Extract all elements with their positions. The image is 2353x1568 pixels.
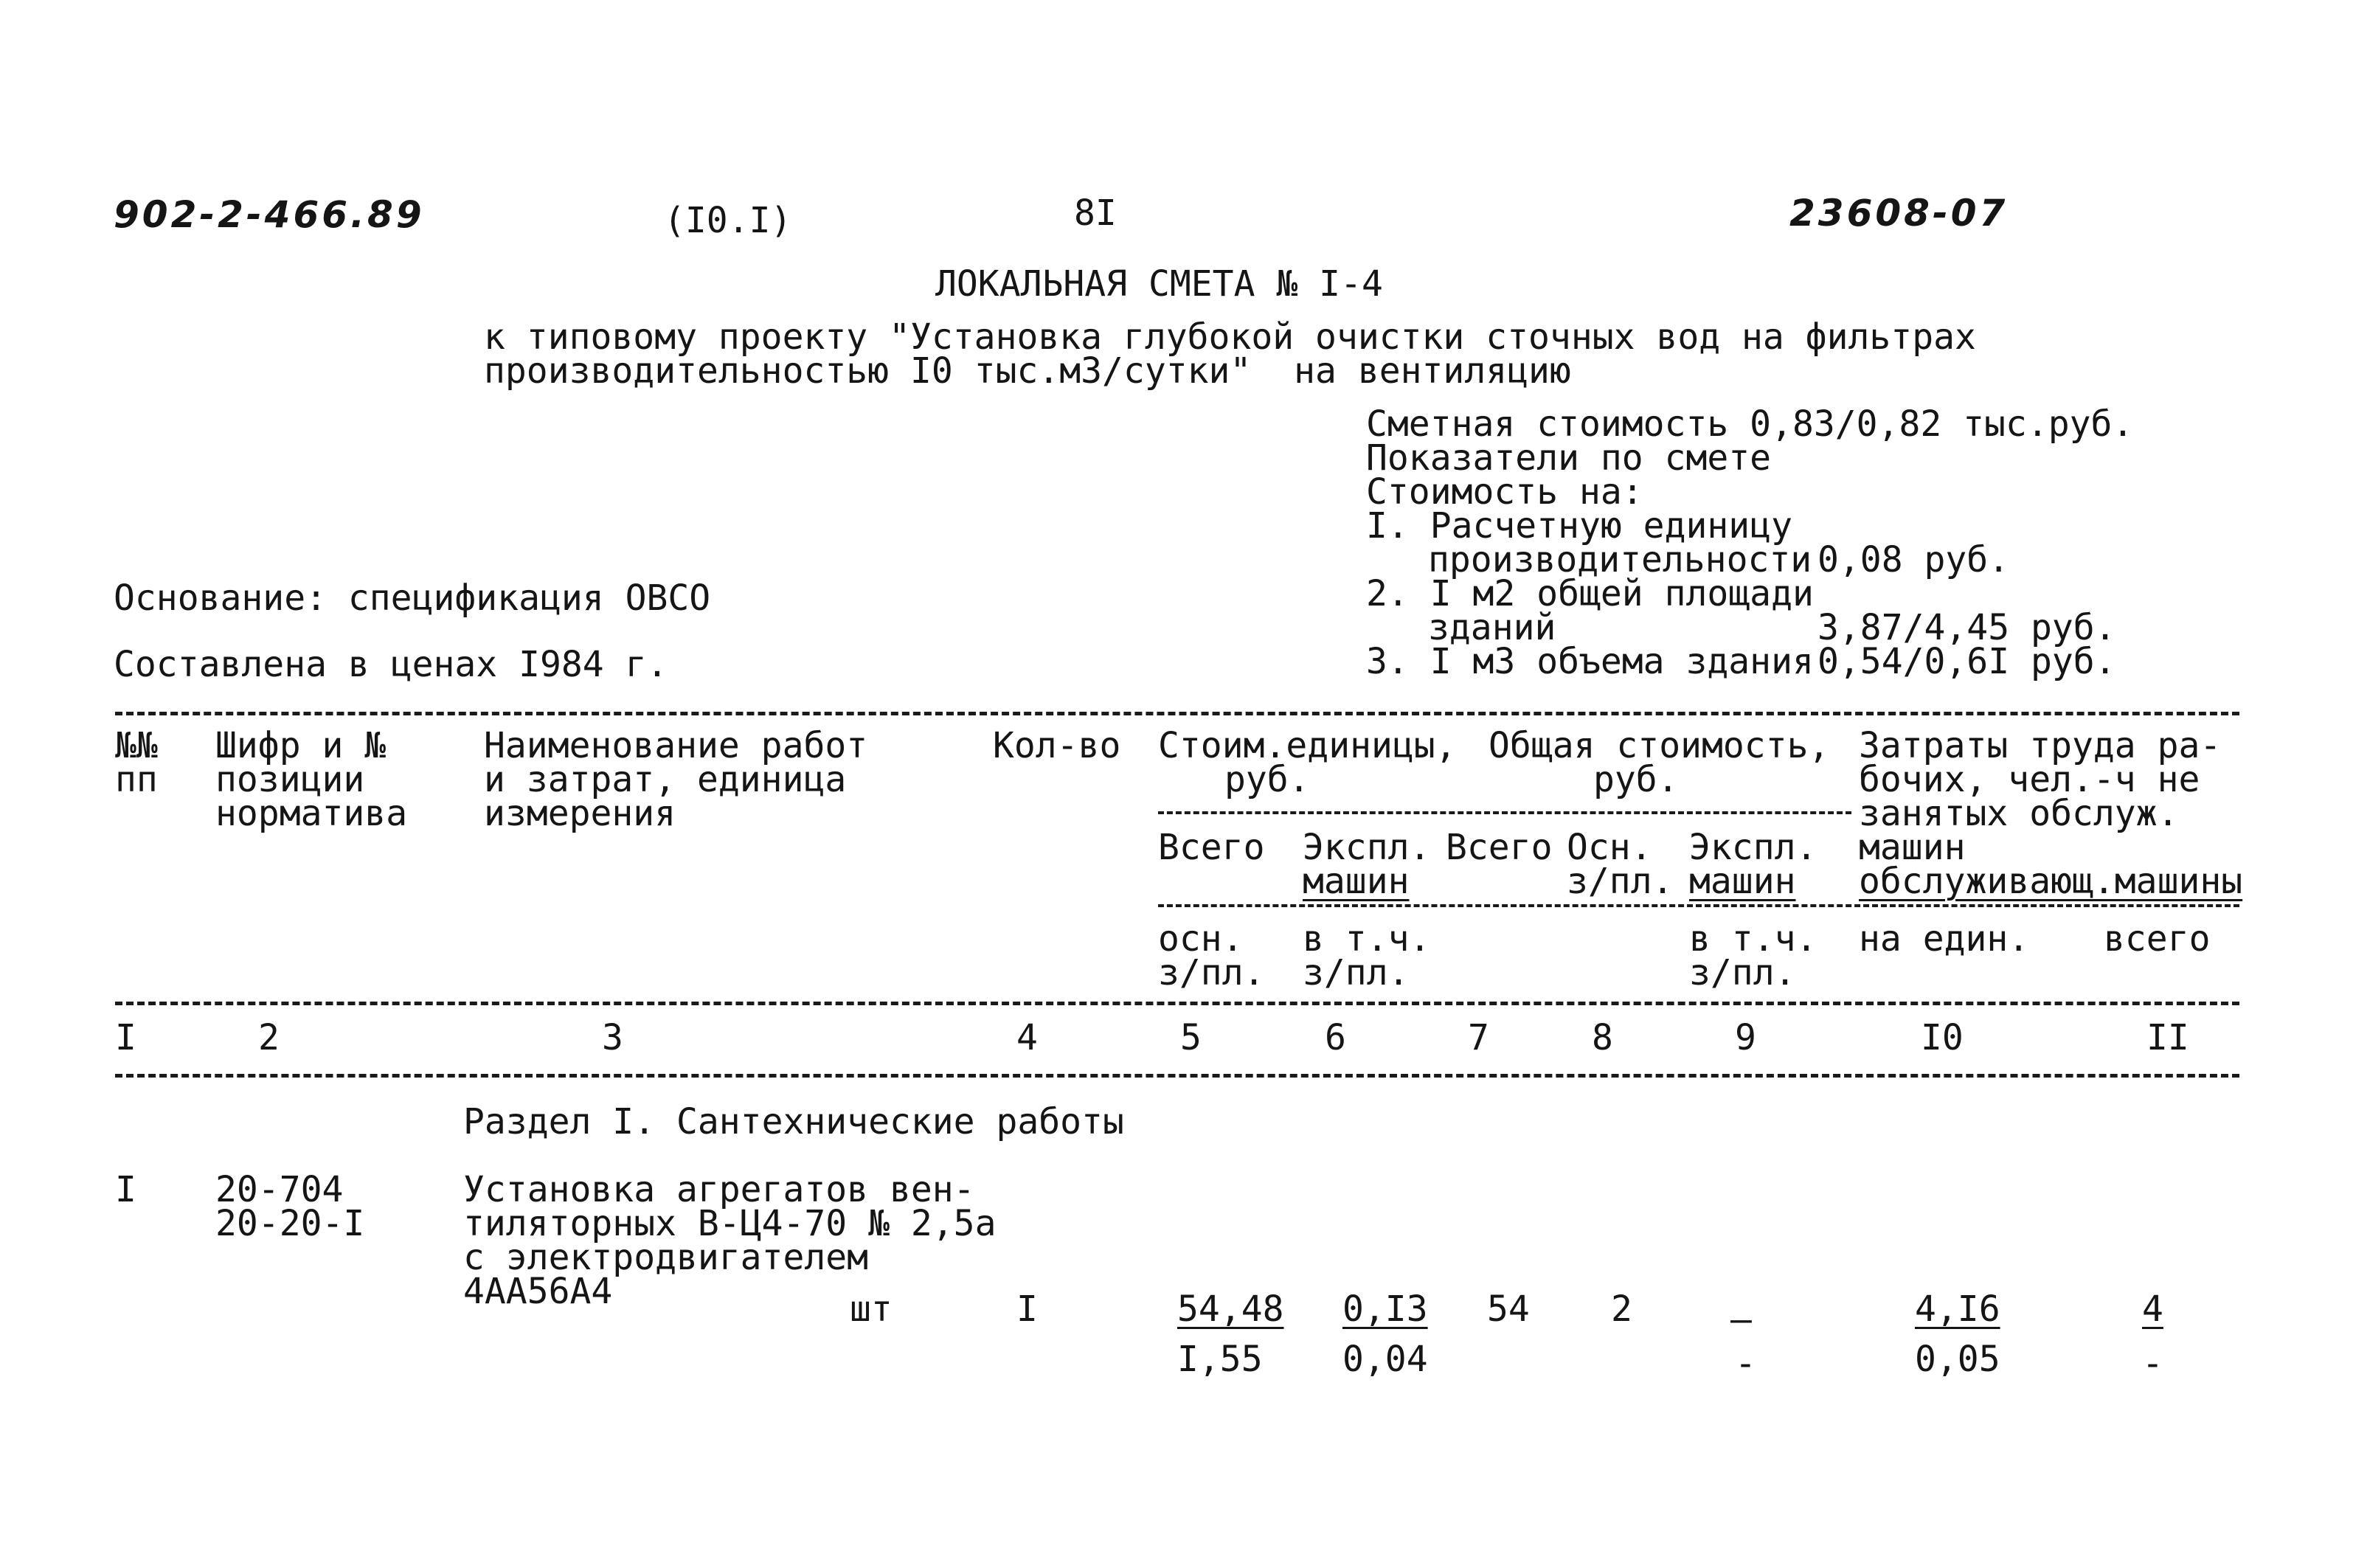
row-name-4: 4АА56А4 bbox=[463, 1271, 613, 1312]
sub-header-all: Всего bbox=[1158, 827, 1265, 868]
sub-header-exp-2: машин bbox=[1303, 861, 1410, 902]
row-code-1: 20-704 bbox=[215, 1169, 344, 1210]
header-col-code-2: позиции bbox=[215, 759, 365, 800]
sub-header-osn-zpl-2: з/пл. bbox=[1158, 952, 1265, 993]
sub-header-incl-2: з/пл. bbox=[1303, 952, 1410, 993]
header-col-code-1: Шифр и № bbox=[215, 725, 387, 766]
header-col-unit-cost-2: руб. bbox=[1224, 759, 1310, 800]
column-number-2: 2 bbox=[258, 1017, 280, 1058]
header-col-name-3: измерения bbox=[484, 793, 676, 834]
row-number: I bbox=[115, 1169, 136, 1210]
row-labor-per-unit: 4,I6 bbox=[1915, 1288, 2000, 1330]
header-col-num-1: №№ bbox=[115, 725, 158, 766]
indicator-2-value: 3,87/4,45 руб. bbox=[1817, 607, 2116, 648]
row-name-3: с электродвигателем bbox=[463, 1237, 869, 1278]
row-total-exp: — bbox=[1730, 1299, 1752, 1340]
row-labor-total-2: - bbox=[2142, 1343, 2163, 1384]
row-total-osn: 2 bbox=[1611, 1288, 1632, 1330]
estimated-cost: Сметная стоимость 0,83/0,82 тыс.руб. bbox=[1366, 403, 2134, 445]
column-number-8: 8 bbox=[1592, 1017, 1613, 1058]
column-number-1: I bbox=[115, 1017, 136, 1058]
indicator-3-label: 3. I м3 объема здания bbox=[1366, 641, 1814, 682]
section-ref: (I0.I) bbox=[664, 200, 792, 241]
indicator-1-line-1: I. Расчетную единицу bbox=[1366, 505, 1792, 547]
sub-header-exp2-2: машин bbox=[1689, 861, 1796, 902]
sub-header-exp2-1: Экспл. bbox=[1689, 827, 1817, 868]
row-qty: I bbox=[1016, 1288, 1038, 1330]
header-col-total-cost-2: руб. bbox=[1593, 759, 1679, 800]
sub-header-per-unit: на един. bbox=[1859, 918, 2030, 960]
section-title: Раздел I. Сантехнические работы bbox=[463, 1101, 1124, 1142]
subtitle-line-2: производительностью I0 тыс.м3/сутки" на вентиляцию bbox=[484, 350, 1571, 392]
sub-header-osn-zpl-1: осн. bbox=[1158, 918, 1244, 960]
header-col-labor-4: машин bbox=[1859, 827, 1966, 868]
sub-header-serv: обслуживающ.машины bbox=[1859, 861, 2243, 902]
row-unit-cost-exp: 0,I3 bbox=[1342, 1288, 1428, 1330]
document-title: ЛОКАЛЬНАЯ СМЕТА № I-4 bbox=[935, 263, 1383, 305]
column-number-5: 5 bbox=[1180, 1017, 1202, 1058]
indicator-3-value: 0,54/0,6I руб. bbox=[1817, 641, 2116, 682]
doc-code: 902-2-466.89 bbox=[114, 193, 425, 236]
sub-header-incl2-1: в т.ч. bbox=[1689, 918, 1817, 960]
header-col-labor-2: бочих, чел.-ч не bbox=[1859, 759, 2200, 800]
row-code-2: 20-20-I bbox=[215, 1203, 365, 1244]
header-col-name-2: и затрат, единица bbox=[484, 759, 847, 800]
header-col-qty: Кол-во bbox=[993, 725, 1121, 766]
prices-line: Составлена в ценах I984 г. bbox=[114, 644, 668, 685]
row-unit-cost-zpl: I,55 bbox=[1177, 1339, 1263, 1380]
indicator-2-line-1: 2. I м2 общей площади bbox=[1366, 573, 1814, 614]
sub-header-total: всего bbox=[2104, 918, 2211, 960]
column-number-4: 4 bbox=[1016, 1017, 1038, 1058]
header-col-unit-cost-1: Стоим.единицы, bbox=[1158, 725, 1457, 766]
indicator-1-line-2: производительности bbox=[1428, 539, 1812, 580]
cost-on-label: Стоимость на: bbox=[1366, 471, 1643, 513]
table-top-rule bbox=[115, 712, 2239, 715]
subheader-divider-rule bbox=[1158, 904, 2239, 907]
column-number-7: 7 bbox=[1468, 1017, 1489, 1058]
row-unit-cost-all: 54,48 bbox=[1177, 1288, 1284, 1330]
sub-header-osn-1: Осн. bbox=[1567, 827, 1652, 868]
column-number-6: 6 bbox=[1325, 1017, 1346, 1058]
column-numbers-top-rule bbox=[115, 1002, 2239, 1005]
sub-header-incl-1: в т.ч. bbox=[1303, 918, 1431, 960]
header-col-code-3: норматива bbox=[215, 793, 408, 834]
header-col-labor-1: Затраты труда ра- bbox=[1859, 725, 2222, 766]
indicator-2-line-2: зданий bbox=[1428, 607, 1556, 648]
column-number-9: 9 bbox=[1735, 1017, 1756, 1058]
sub-header-osn-2: з/пл. bbox=[1567, 861, 1674, 902]
row-name-2: тиляторных В-Ц4-70 № 2,5а bbox=[463, 1203, 997, 1244]
row-unit-cost-exp-zpl: 0,04 bbox=[1342, 1339, 1428, 1380]
basis-line: Основание: спецификация ОВСО bbox=[114, 577, 711, 619]
subtitle-line-1: к типовому проекту "Установка глубокой очистки сточных вод на фильтрах bbox=[484, 316, 1976, 358]
row-name-1: Установка агрегатов вен- bbox=[463, 1169, 975, 1210]
sub-header-exp-1: Экспл. bbox=[1303, 827, 1431, 868]
column-number-11: II bbox=[2146, 1017, 2189, 1058]
indicators-label: Показатели по смете bbox=[1366, 437, 1772, 479]
row-unit: шт bbox=[850, 1288, 893, 1330]
header-col-labor-3: занятых обслуж. bbox=[1859, 793, 2179, 834]
header-col-total-cost-1: Общая стоимость, bbox=[1489, 725, 1830, 766]
sub-header-incl2-2: з/пл. bbox=[1689, 952, 1796, 993]
cost-subheader-rule bbox=[1158, 811, 1851, 814]
row-total-all: 54 bbox=[1487, 1288, 1530, 1330]
row-labor-per-unit-2: 0,05 bbox=[1915, 1339, 2000, 1380]
header-col-num-2: пп bbox=[115, 759, 158, 800]
column-numbers-bottom-rule bbox=[115, 1074, 2239, 1078]
archive-number: 23608-07 bbox=[1789, 192, 2009, 235]
header-col-name-1: Наименование работ bbox=[484, 725, 868, 766]
column-number-3: 3 bbox=[602, 1017, 623, 1058]
row-labor-total: 4 bbox=[2142, 1288, 2163, 1330]
row-total-exp-zpl: - bbox=[1735, 1343, 1756, 1384]
sub-header-all2: Всего bbox=[1446, 827, 1553, 868]
column-number-10: I0 bbox=[1921, 1017, 1964, 1058]
indicator-1-value: 0,08 руб. bbox=[1817, 539, 2010, 580]
page-number: 8I bbox=[1074, 192, 1117, 234]
